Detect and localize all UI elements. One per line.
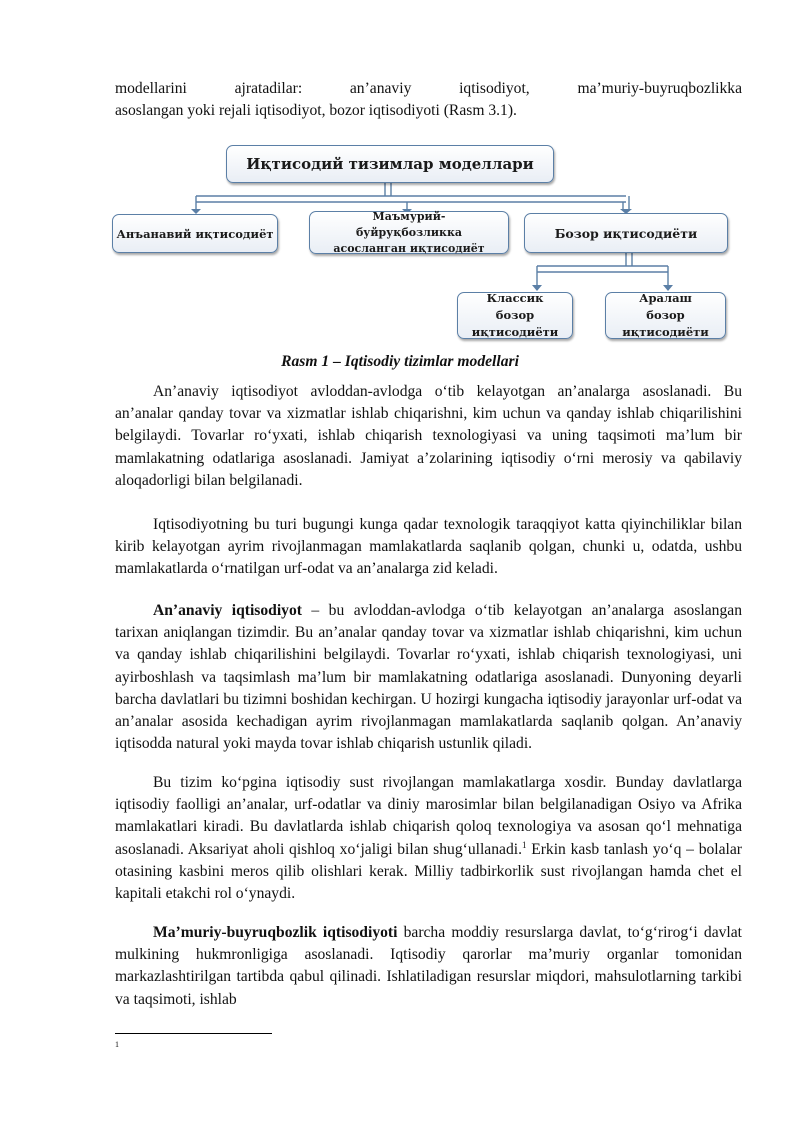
command-economy-box: Маъмурий-буйруқбозликка асосланган иқтисодиёт <box>309 211 509 254</box>
paragraph-3 <box>115 600 742 755</box>
paragraph-4-text-a: Bu tizim ko‘pgina iqtisodiy sust rivojlangan mamlakatlarga xosdir. Bunday davlatlarga iqtisodiy faolligi an’analar, urf-odatlar va diniy marosimlar bilan belgilanadigan Osiyo va Afrika mamlakatlari kiradi. Bu davlatlarda ishlab chiqarish qoloq texnologiya va asosan qo‘l mehnatiga asoslanadi. Aksariyat aholi qishloq xo‘jaligi bilan shug‘ullanadi. <box>115 774 742 858</box>
paragraph-1: An’anaviy iqtisodiyot avloddan-avlodga o‘tib kelayotgan an’analarga asoslanadi. Bu an’analar qanday tovar va xizmatlar ishlab chiqarishni, kim uchun va qanday ishlab chiqarilishini belgilaydi. Tovarlar ro‘yxati, ishlab chiqarish texnologiyasi va uning taqsimoti ma’lum bir mamlakatning odatlariga asoslanadi. Jamiyat a’zolarining iqtisodiy o‘rni merosiy va qabilaviy aloqadorligi bilan belgilanadi. <box>115 383 742 489</box>
classic-market-box: Классик бозор иқтисодиёти <box>457 292 573 339</box>
intro-line-1: modellarini ajratadilar: an’anaviy iqtisodiyot, ma’muriy-buyruqbozlikka <box>115 80 742 97</box>
footnote-reference[interactable]: 1 <box>521 839 527 850</box>
term-command-economy: Ma’muriy-buyruqbozlik iqtisodiyoti <box>153 924 398 941</box>
paragraph-5 <box>115 922 742 1011</box>
root-box: Иқтисодий тизимлар моделлари <box>226 145 554 183</box>
market-economy-box: Бозор иқтисодиёти <box>524 213 728 253</box>
paragraph-3-text: – bu avloddan-avlodga o‘tib kelayotgan an’analarga asoslangan tarixan aniqlangan tizimdir. Bu an’analar qanday tovar va xizmatlar ishlab chiqarishni, kim uchun va qanday ishlab chiqarilishini belgilaydi. Tovarlar ro‘yxati, ishlab chiqarish texnologiyasi, uni ayirboshlash va taqsimlash ma’lum bir mamlakatning odatlariga asoslanadi. Dunyoning deyarli barcha davlatlari bu tizimni boshidan kechirgan. U hozirgi kungacha iqtisodiy jarayonlar urf-odat va an’analar asosida kechadigan ayrim rivojlanmagan mamlakatlarda saqlanib qolgan. An’anaviy iqtisodda natural yoki mayda tovar ishlab chiqarish ustunlik qiladi. <box>115 602 742 753</box>
figure-caption: Rasm 1 – Iqtisodiy tizimlar modellari <box>281 353 519 370</box>
paragraph-4-text-b: Erkin kasb tanlash yo‘q – bolalar otasining kasbini meros qilib olishlari kerak. Milliy tadbirkorlik sust rivojlangan hamda chet el kapitali etakchi rol o‘ynaydi. <box>115 840 742 903</box>
mixed-market-box: Аралаш бозор иқтисодиёти <box>605 292 726 339</box>
footnote-separator <box>115 1033 272 1034</box>
term-traditional-economy: An’anaviy iqtisodiyot <box>153 602 302 619</box>
intro-line-2: asoslangan yoki rejali iqtisodiyot, bozor iqtisodiyoti (Rasm 3.1). <box>115 102 517 120</box>
paragraph-2: Iqtisodiyotning bu turi bugungi kunga qadar texnologik taraqqiyot katta qiyinchiliklar bilan kirib kelayotgan ayrim rivojlanmagan mamlakatlarda saqlanib qolgan, chunki u, odatda, ushbu mamlakatlarda o‘rnatilgan urf-odat va an’analarga zid keladi. <box>115 516 742 578</box>
footnote-mark: 1 <box>115 1040 119 1049</box>
paragraph-4 <box>115 772 742 905</box>
traditional-economy-box: Анъанавий иқтисодиёт <box>112 214 278 253</box>
paragraph-5-text: barcha moddiy resurslarga davlat, to‘g‘rirog‘i davlat mulkining hukmronligiga asoslanadi. Iqtisodiy qarorlar ma’muriy organlar tomonidan markazlashtirilgan tartibda qabul qilinadi. Ishlatiladigan resurslar miqdori, mahsulotlarning tarkibi va taqsimoti, ishlab <box>115 924 742 1008</box>
